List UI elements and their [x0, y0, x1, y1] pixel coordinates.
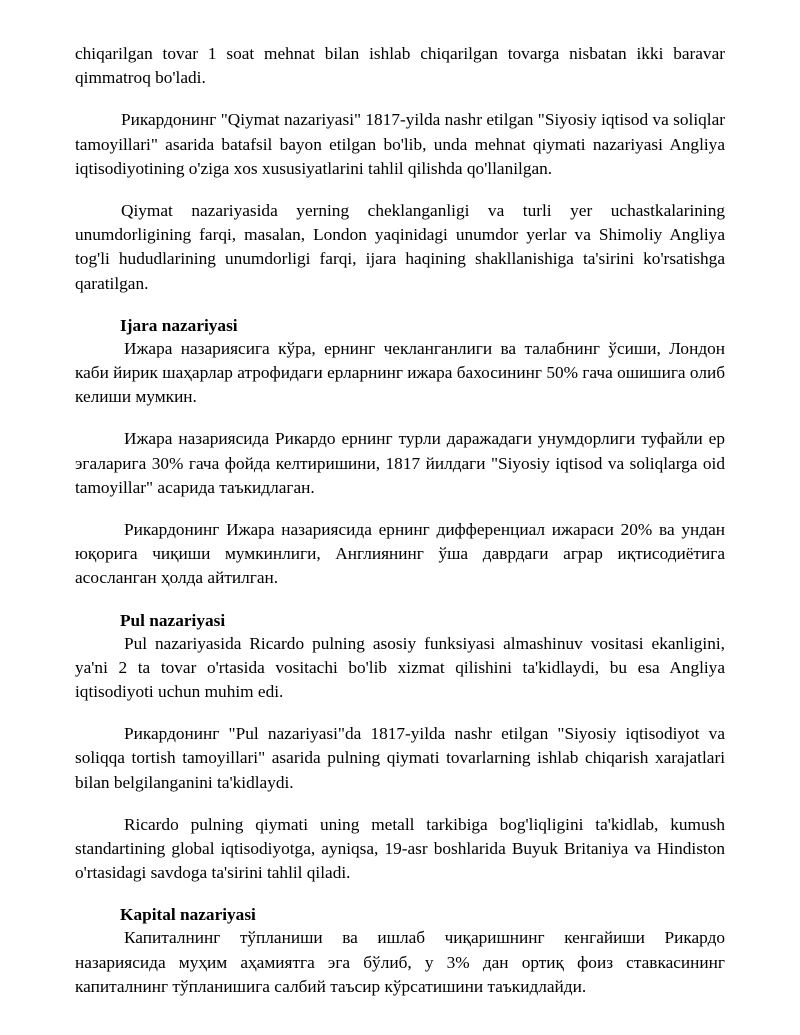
- heading-ijara: Ijara nazariyasi: [120, 315, 238, 335]
- paragraph-pul-3: Ricardo pulning qiymati uning metall tarkibiga bog'liqligini ta'kidlab, kumush standartining global iqtisodiyotga, ayniqsa, 19-asr boshlarida Buyuk Britaniya va Hindiston o'rtasidagi savdoga ta'sirini tahlil qiladi.: [75, 814, 725, 883]
- paragraph-ijara-1: Ижара назариясига кўра, ернинг чекланганлиги ва талабнинг ўсиши, Лондон каби йирик шаҳарлар атрофидаги ерларнинг ижара бахосининг 50% гача ошишига олиб келиши мумкин.: [75, 338, 725, 407]
- paragraph-kapital-1: Капиталнинг тўпланиши ва ишлаб чиқаришнинг кенгайиши Рикардо назариясида муҳим аҳамиятга эга бўлиб, у 3% дан ортиқ фоиз ставкасининг капиталнинг тўпланишига салбий таъсир кўрсатишини таъкидлайди.: [75, 928, 725, 996]
- heading-pul: Pul nazariyasi: [120, 610, 226, 630]
- document-page: [75, 42, 725, 999]
- paragraph-qiymat-land: Qiymat nazariyasida yerning cheklanganligi va turli yer uchastkalarining unumdorligining farqi, masalan, London yaqinidagi unumdor yerlar va Shimoliy Angliya tog'li hududlarining unumdorligi farqi, ijara haqining shakllanishiga ta'sirini ko'rsatishga qaratilgan.: [75, 201, 725, 293]
- paragraph-qiymat-intro: Рикардонинг "Qiymat nazariyasi" 1817-yilda nashr etilgan "Siyosiy iqtisod va soliqlar tamoyillari" asarida batafsil bayon etilgan bo'lib, unda mehnat qiymati nazariyasi Angliya iqtisodiyotining o'ziga xos xususiyatlarini tahlil qilishda qo'llanilgan.: [75, 110, 725, 178]
- paragraph-pul-1: Pul nazariyasida Ricardo pulning asosiy funksiyasi almashinuv vositasi ekanligini, ya'ni 2 ta tovar o'rtasida vositachi bo'lib xizmat qilishini ta'kidlaydi, bu esa Angliya iqtisodiyoti uchun muhim edi.: [75, 633, 725, 702]
- heading-kapital: Kapital nazariyasi: [120, 905, 256, 925]
- paragraph-ijara-3: Рикардонинг Ижара назариясида ернинг дифференциал ижараси 20% ва ундан юқорига чиқиши мумкинлиги, Англиянинг ўша даврдаги аграр иқтисодиётига асосланган ҳолда айтилган.: [75, 520, 725, 588]
- paragraph-pul-2: Рикардонинг "Pul nazariyasi"da 1817-yilda nashr etilgan "Siyosiy iqtisodiyot va soliqqa tortish tamoyillari" asarida pulning qiymati tovarlarning ishlab chiqarish xarajatlari bilan belgilanganini ta'kidlaydi.: [75, 724, 725, 792]
- paragraph-continuation: chiqarilgan tovar 1 soat mehnat bilan ishlab chiqarilgan tovarga nisbatan ikki baravar qimmatroq bo'ladi.: [75, 44, 725, 88]
- paragraph-ijara-2: Ижара назариясида Рикардо ернинг турли даражадаги унумдорлиги туфайли ер эгаларига 30% гача фойда келтиришини, 1817 йилдаги "Siyosiy iqtisod va soliqlarga oid tamoyillar" асарида таъкидлаган.: [75, 429, 725, 497]
